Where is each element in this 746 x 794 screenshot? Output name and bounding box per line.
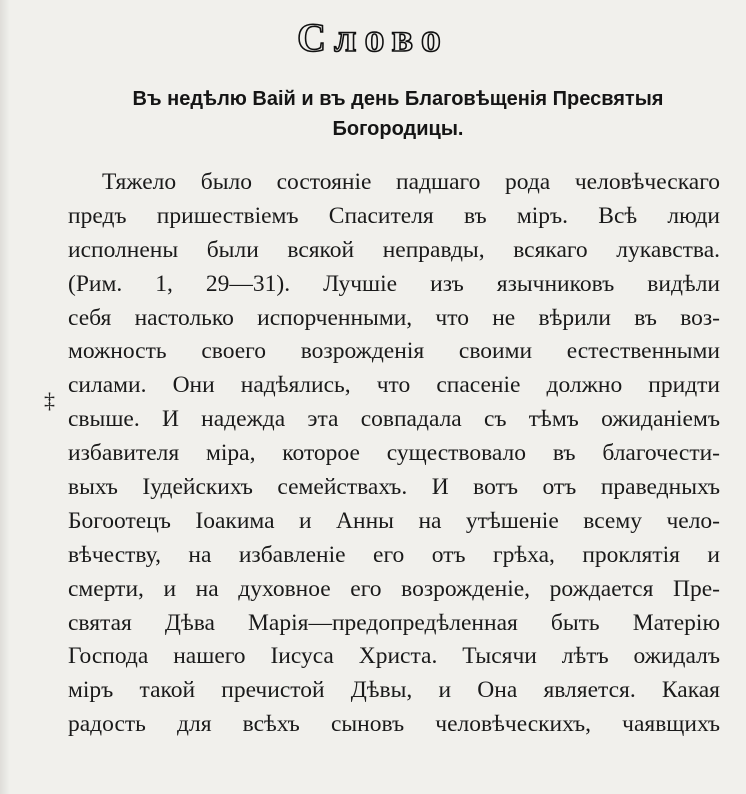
- text-line: святая Дѣва Марія—предопредѣленная быть Матерію: [68, 609, 720, 636]
- text-line: предъ пришествіемъ Спасителя въ міръ. Всѣ люди: [68, 202, 720, 229]
- subtitle-line-2: Богородицы.: [332, 118, 464, 140]
- text-line: силами. Они надѣялись, что спасеніе должно придти: [68, 372, 720, 399]
- text-line: (Рим. 1, 29—31). Лучшіе изъ язычниковъ видѣли: [68, 270, 720, 297]
- margin-mark: ‡: [44, 388, 55, 413]
- text-line: свыше. И надежда эта совпадала съ тѣмъ ожиданіемъ: [68, 406, 720, 433]
- text-line: смерти, и на духовное его возрожденіе, рождается Пре-: [68, 575, 720, 602]
- text-line: Богоотецъ Іоакима и Анны на утѣшеніе всему чело-: [68, 507, 720, 534]
- text-line: исполнены были всякой неправды, всякаго лукавства.: [68, 236, 720, 263]
- subtitle-line-1: Въ недѣлю Ваій и въ день Благовѣщенія Пресвятыя: [132, 88, 664, 110]
- text-line: радость для всѣхъ сыновъ человѣческихъ, чаявщихъ: [68, 711, 720, 738]
- text-line: міръ такой пречистой Дѣвы, и Она является. Какая: [68, 677, 720, 704]
- page-fold-shadow: [0, 0, 10, 794]
- text-line: Господа нашего Іисуса Христа. Тысячи лѣтъ ожидалъ: [68, 643, 720, 670]
- body-paragraph: [68, 166, 720, 742]
- text-line: можность своего возрожденія своими естественными: [68, 338, 720, 365]
- text-line: вѣчеству, на избавленіе его отъ грѣха, проклятія и: [68, 541, 720, 568]
- text-line: Тяжело было состояніе падшаго рода человѣческаго: [102, 169, 720, 195]
- text-line: избавителя міра, которое существовало въ благочести-: [68, 440, 720, 467]
- page-subtitle: [90, 84, 706, 144]
- text-line: выхъ Іудейскихъ семействахъ. И вотъ отъ праведныхъ: [68, 474, 720, 501]
- text-line: себя настолько испорченными, что не вѣрили въ воз-: [68, 304, 720, 331]
- page-title: Слово: [297, 15, 449, 60]
